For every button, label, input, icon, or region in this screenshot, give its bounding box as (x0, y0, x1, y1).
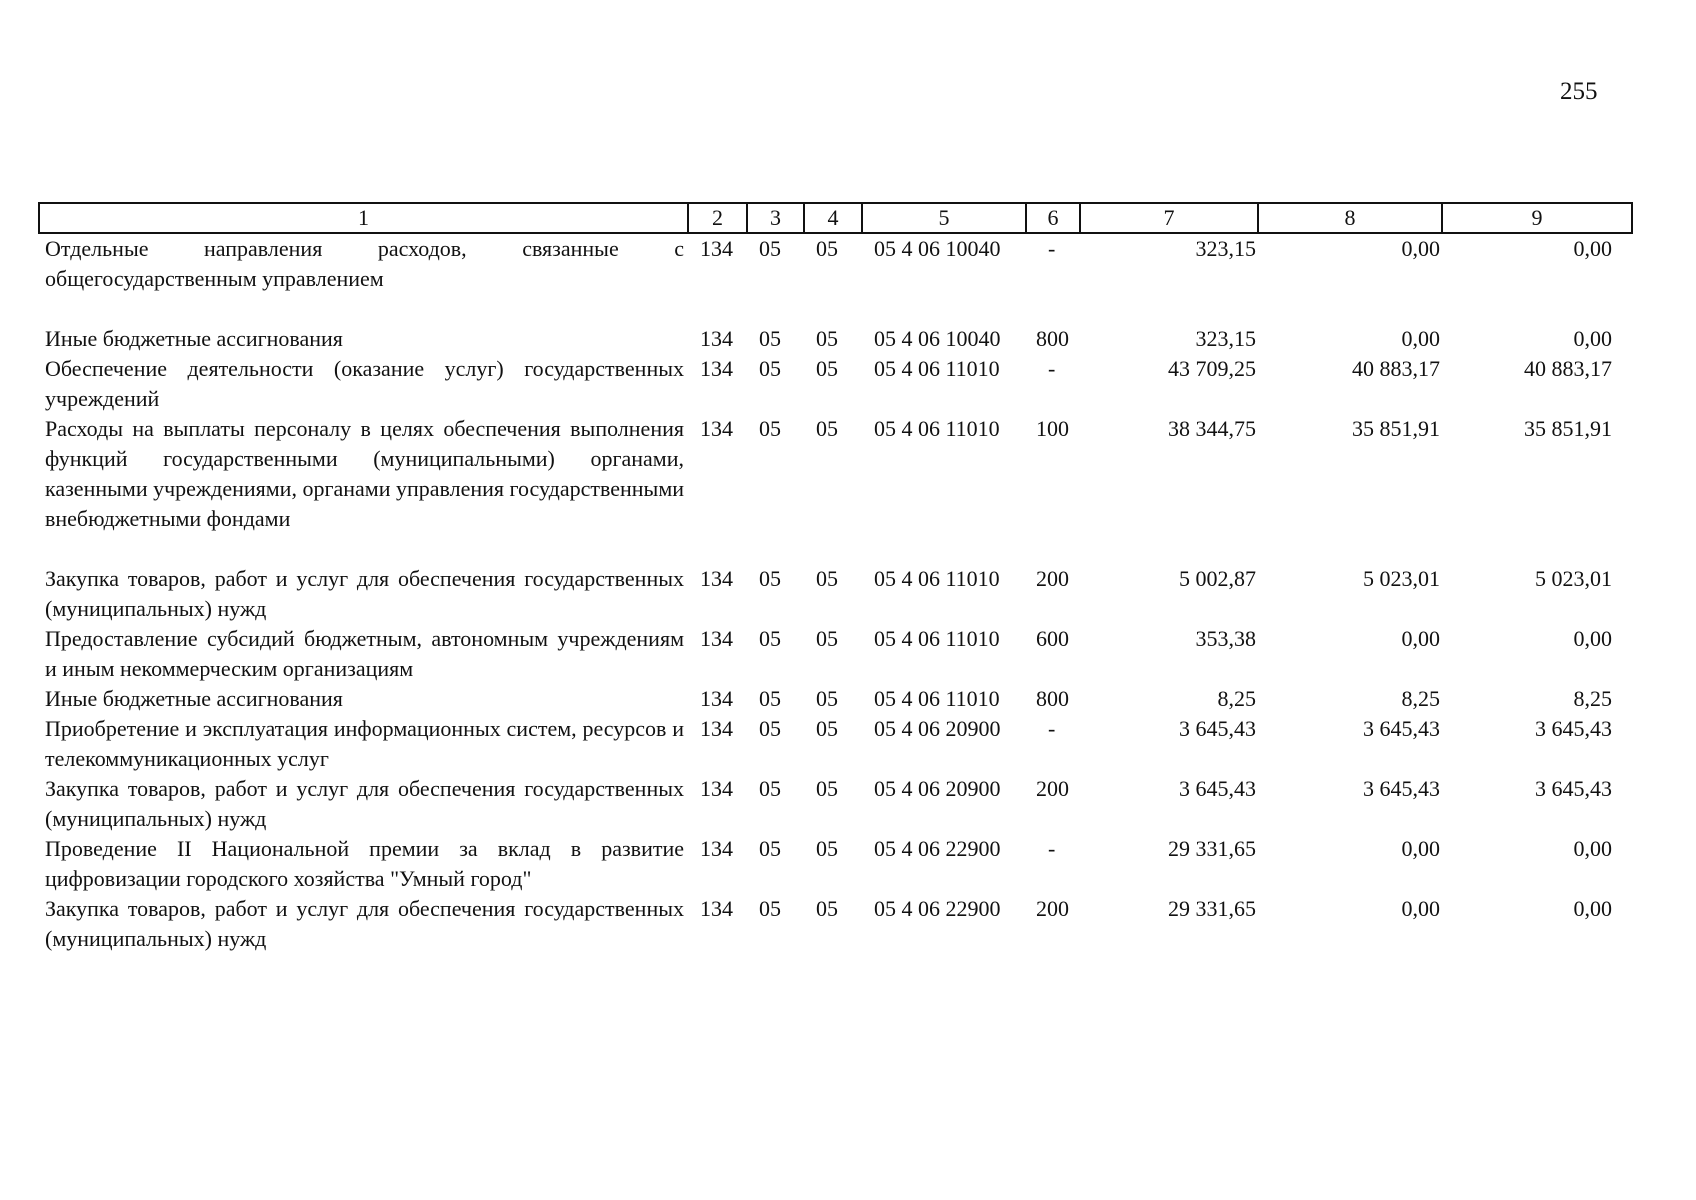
cell-col-5: 05 4 06 10040 (874, 236, 1001, 261)
cell-col-3: 05 (759, 236, 781, 261)
cell-col-5: 05 4 06 11010 (874, 416, 1000, 441)
cell-col-4: 05 (816, 416, 838, 441)
cell-col-2: 134 (700, 896, 733, 921)
cell-col-7: 323,15 (1195, 326, 1256, 351)
cell-col-8: 40 883,17 (1352, 356, 1440, 381)
table-row (39, 894, 1632, 954)
cell-col-6: - (1048, 356, 1056, 381)
cell-col-8: 0,00 (1401, 896, 1440, 921)
cell-col-7: 323,15 (1195, 236, 1256, 261)
column-header-8: 8 (1258, 203, 1442, 233)
cell-col-6: 600 (1036, 626, 1069, 651)
cell-col-3: 05 (759, 356, 781, 381)
column-header-5: 5 (862, 203, 1026, 233)
cell-col-3: 05 (759, 716, 781, 741)
cell-col-8: 0,00 (1401, 626, 1440, 651)
row-name: Закупка товаров, работ и услуг для обеспечения государственных (муниципальных) нужд (45, 896, 684, 951)
cell-col-9: 8,25 (1573, 686, 1612, 711)
cell-col-4: 05 (816, 566, 838, 591)
table-row (39, 714, 1632, 774)
cell-col-8: 35 851,91 (1352, 416, 1440, 441)
table-row (39, 564, 1632, 624)
cell-col-7: 8,25 (1217, 686, 1256, 711)
cell-col-5: 05 4 06 22900 (874, 896, 1001, 921)
cell-col-6: - (1048, 836, 1056, 861)
row-name: Приобретение и эксплуатация информационных систем, ресурсов и телекоммуникационных услуг (45, 716, 684, 771)
cell-col-7: 43 709,25 (1168, 356, 1256, 381)
cell-col-5: 05 4 06 10040 (874, 326, 1001, 351)
cell-col-9: 0,00 (1573, 836, 1612, 861)
cell-col-7: 353,38 (1195, 626, 1256, 651)
cell-col-4: 05 (816, 686, 838, 711)
cell-col-2: 134 (700, 416, 733, 441)
cell-col-9: 0,00 (1573, 236, 1612, 261)
table-row (39, 774, 1632, 834)
cell-col-2: 134 (700, 566, 733, 591)
cell-col-8: 3 645,43 (1363, 776, 1440, 801)
cell-col-7: 29 331,65 (1168, 836, 1256, 861)
column-header-6: 6 (1026, 203, 1080, 233)
cell-col-8: 8,25 (1401, 686, 1440, 711)
table-row (39, 414, 1632, 564)
table-row (39, 834, 1632, 894)
row-name: Иные бюджетные ассигнования (45, 686, 343, 711)
column-header-3: 3 (747, 203, 804, 233)
row-name: Отдельные направления расходов, связанные с общегосударственным управлением (45, 236, 684, 291)
table-row (39, 324, 1632, 354)
cell-col-8: 0,00 (1401, 326, 1440, 351)
cell-col-6: 800 (1036, 686, 1069, 711)
column-header-1: 1 (39, 203, 688, 233)
cell-col-3: 05 (759, 416, 781, 441)
cell-col-8: 0,00 (1401, 236, 1440, 261)
cell-col-3: 05 (759, 776, 781, 801)
cell-col-5: 05 4 06 11010 (874, 686, 1000, 711)
cell-col-8: 5 023,01 (1363, 566, 1440, 591)
cell-col-6: 200 (1036, 776, 1069, 801)
cell-col-7: 38 344,75 (1168, 416, 1256, 441)
cell-col-5: 05 4 06 22900 (874, 836, 1001, 861)
cell-col-3: 05 (759, 626, 781, 651)
cell-col-6: 800 (1036, 326, 1069, 351)
cell-col-9: 0,00 (1573, 896, 1612, 921)
row-name: Предоставление субсидий бюджетным, автономным учреждениям и иным некоммерческим организациям (45, 626, 684, 681)
cell-col-5: 05 4 06 20900 (874, 776, 1001, 801)
cell-col-7: 3 645,43 (1179, 776, 1256, 801)
cell-col-9: 0,00 (1573, 326, 1612, 351)
cell-col-6: - (1048, 716, 1056, 741)
row-name: Проведение II Национальной премии за вклад в развитие цифровизации городского хозяйства "Умный город" (45, 836, 684, 891)
cell-col-3: 05 (759, 326, 781, 351)
cell-col-9: 40 883,17 (1524, 356, 1612, 381)
cell-col-5: 05 4 06 11010 (874, 566, 1000, 591)
cell-col-4: 05 (816, 896, 838, 921)
cell-col-7: 5 002,87 (1179, 566, 1256, 591)
cell-col-4: 05 (816, 716, 838, 741)
cell-col-5: 05 4 06 20900 (874, 716, 1001, 741)
table-row (39, 624, 1632, 684)
cell-col-5: 05 4 06 11010 (874, 356, 1000, 381)
cell-col-4: 05 (816, 356, 838, 381)
cell-col-2: 134 (700, 236, 733, 261)
row-name: Расходы на выплаты персоналу в целях обеспечения выполнения функций государственными (муниципальными) органами, казенными учреждениями, органами управления государственными внебюджетными фондами (45, 416, 685, 531)
cell-col-4: 05 (816, 776, 838, 801)
cell-col-3: 05 (759, 836, 781, 861)
cell-col-4: 05 (816, 836, 838, 861)
cell-col-2: 134 (700, 326, 733, 351)
cell-col-2: 134 (700, 686, 733, 711)
row-name: Иные бюджетные ассигнования (45, 326, 343, 351)
cell-col-2: 134 (700, 356, 733, 381)
cell-col-2: 134 (700, 836, 733, 861)
cell-col-3: 05 (759, 896, 781, 921)
cell-col-2: 134 (700, 626, 733, 651)
row-name: Обеспечение деятельности (оказание услуг) государственных учреждений (45, 356, 684, 411)
cell-col-2: 134 (700, 716, 733, 741)
cell-col-2: 134 (700, 776, 733, 801)
cell-col-3: 05 (759, 566, 781, 591)
cell-col-4: 05 (816, 626, 838, 651)
cell-col-9: 3 645,43 (1535, 776, 1612, 801)
header-row (39, 203, 1632, 233)
cell-col-3: 05 (759, 686, 781, 711)
table-row (39, 684, 1632, 714)
column-header-7: 7 (1080, 203, 1258, 233)
cell-col-9: 0,00 (1573, 626, 1612, 651)
cell-col-8: 3 645,43 (1363, 716, 1440, 741)
cell-col-4: 05 (816, 236, 838, 261)
budget-table (38, 202, 1633, 954)
table-row (39, 233, 1632, 324)
cell-col-6: 100 (1036, 416, 1069, 441)
cell-col-9: 5 023,01 (1535, 566, 1612, 591)
page-number: 255 (1560, 78, 1598, 105)
row-name: Закупка товаров, работ и услуг для обеспечения государственных (муниципальных) нужд (45, 566, 684, 621)
column-header-9: 9 (1442, 203, 1632, 233)
cell-col-5: 05 4 06 11010 (874, 626, 1000, 651)
column-header-4: 4 (804, 203, 862, 233)
cell-col-9: 35 851,91 (1524, 416, 1612, 441)
cell-col-6: 200 (1036, 566, 1069, 591)
cell-col-7: 29 331,65 (1168, 896, 1256, 921)
row-name: Закупка товаров, работ и услуг для обеспечения государственных (муниципальных) нужд (45, 776, 684, 831)
table-row (39, 354, 1632, 414)
cell-col-7: 3 645,43 (1179, 716, 1256, 741)
cell-col-6: - (1048, 236, 1056, 261)
cell-col-9: 3 645,43 (1535, 716, 1612, 741)
column-header-2: 2 (688, 203, 747, 233)
cell-col-4: 05 (816, 326, 838, 351)
cell-col-6: 200 (1036, 896, 1069, 921)
cell-col-8: 0,00 (1401, 836, 1440, 861)
